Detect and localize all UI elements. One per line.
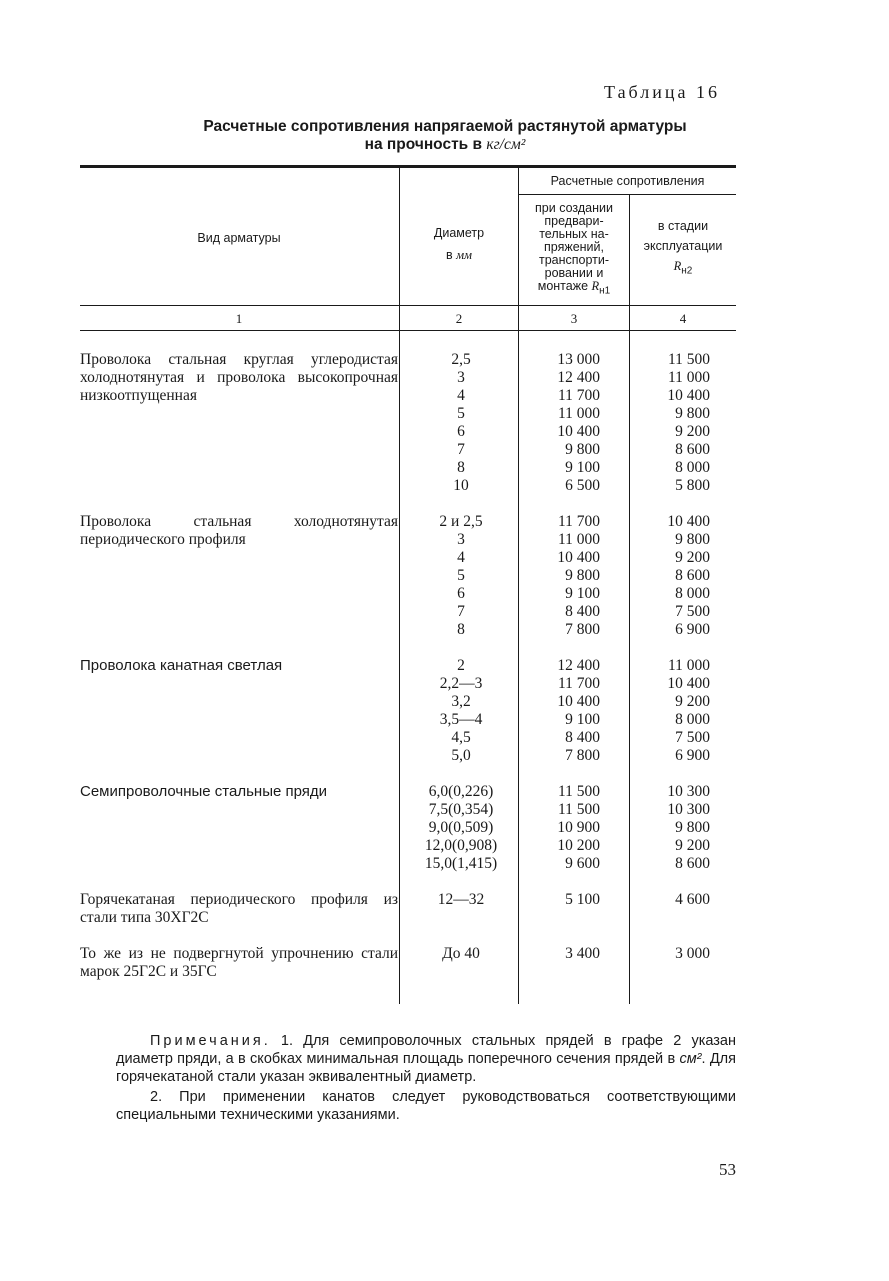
- table-number-label: Таблица 16: [604, 82, 720, 102]
- diameter-column: [402, 783, 520, 873]
- rn1-column: [540, 351, 600, 495]
- rn1-cell: 11 500: [557, 783, 600, 800]
- rn1-cell: 11 700: [557, 675, 600, 692]
- rn2-cell: 10 400: [667, 387, 710, 404]
- rn1-cell: 10 200: [557, 837, 600, 854]
- diameter-cell: 5: [457, 405, 465, 422]
- note-1: Примечания. 1. Для семипроволочных стальных прядей в графе 2 указан диаметр пряди, а в скобках минимальная площадь поперечного сечения прядей в см². Для горячекатаной стали указан эквивалентный диаметр.: [116, 1033, 736, 1085]
- rn2-cell: 9 200: [675, 693, 710, 710]
- number-row-rule: [80, 330, 736, 331]
- rn1-column: [540, 891, 600, 909]
- diameter-cell: 9,0(0,509): [428, 819, 494, 836]
- reinforcement-type: То же из не подвергнутой упрочнению стали марок 25Г2С и 35ГС: [80, 945, 398, 980]
- diameter-column: [402, 657, 520, 765]
- table-title: [100, 118, 790, 154]
- rn1-cell: 3 400: [565, 945, 600, 962]
- rn2-cell: 9 800: [675, 531, 710, 548]
- page-number: 53: [719, 1160, 736, 1179]
- rn1-cell: 5 100: [565, 891, 600, 908]
- rn1-column: [540, 783, 600, 873]
- rn2-cell: 8 000: [675, 459, 710, 476]
- rn2-cell: 7 500: [675, 603, 710, 620]
- reinforcement-type: Горячекатаная периодического профиля из стали типа 30ХГ2С: [80, 891, 398, 926]
- rn1-column: [540, 657, 600, 765]
- diameter-cell: 7: [457, 603, 465, 620]
- rn1-cell: 7 800: [565, 621, 600, 638]
- rn1-cell: 7 800: [565, 747, 600, 764]
- rn1-cell: 9 800: [565, 567, 600, 584]
- diameter-cell: 2,5: [451, 351, 471, 368]
- rn2-cell: 10 400: [667, 675, 710, 692]
- rn2-cell: 6 900: [675, 747, 710, 764]
- rn2-column: [648, 783, 710, 873]
- rn1-cell: 6 500: [565, 477, 600, 494]
- diameter-column: [402, 891, 520, 909]
- rn1-column: [540, 945, 600, 963]
- rn2-column: [648, 657, 710, 765]
- reinforcement-type: Проволока канатная светлая: [80, 657, 283, 674]
- diameter-cell: 4: [457, 549, 465, 566]
- diameter-cell: 15,0(1,415): [424, 855, 498, 872]
- diameter-cell: 2,2—3: [439, 675, 483, 692]
- diameter-cell: 6: [457, 585, 465, 602]
- header-col-type: Вид арматуры: [197, 231, 281, 245]
- rn2-cell: 8 000: [675, 711, 710, 728]
- rn1-cell: 9 800: [565, 441, 600, 458]
- rn1-cell: 11 700: [557, 513, 600, 530]
- diameter-cell: 7: [457, 441, 465, 458]
- diameter-cell: 3: [457, 369, 465, 386]
- rn1-cell: 11 500: [557, 801, 600, 818]
- diameter-column: [402, 513, 520, 639]
- rn2-cell: 8 600: [675, 567, 710, 584]
- rn1-cell: 12 400: [557, 369, 600, 386]
- reinforcement-type: Семипроволочные стальные пряди: [80, 783, 328, 800]
- group-header-rule: [518, 194, 736, 195]
- notes-label: Примечания.: [150, 1033, 271, 1049]
- diameter-cell: 3,5—4: [439, 711, 483, 728]
- diameter-cell: До 40: [442, 945, 480, 962]
- rn2-cell: 11 500: [667, 351, 710, 368]
- rn1-cell: 9 100: [565, 585, 600, 602]
- rn2-cell: 10 300: [667, 801, 710, 818]
- column-number-2: 2: [455, 311, 463, 326]
- column-number-3: 3: [570, 311, 578, 326]
- diameter-column: [402, 351, 520, 495]
- diameter-cell: 2 и 2,5: [439, 513, 483, 530]
- header-col-rn1: при создании предвари- тельных на- пряжений, транспорти- ровании и монтаже $R_{н1}$: [535, 201, 613, 297]
- diameter-cell: 8: [457, 621, 465, 638]
- rn1-cell: 9 100: [565, 711, 600, 728]
- table-notes: [116, 1032, 736, 1126]
- diameter-cell: 6: [457, 423, 465, 440]
- diameter-column: [402, 945, 520, 963]
- reinforcement-type: Проволока стальная холоднотянутая периодического профиля: [80, 513, 398, 548]
- title-unit: кг/см²: [486, 136, 526, 153]
- rn2-cell: 5 800: [675, 477, 710, 494]
- rn2-cell: 8 000: [675, 585, 710, 602]
- table-title-line1: Расчетные сопротивления напрягаемой растянутой арматуры: [203, 118, 687, 135]
- rn1-cell: 8 400: [565, 729, 600, 746]
- diameter-cell: 12—32: [437, 891, 485, 908]
- rn1-cell: 10 400: [557, 549, 600, 566]
- rn1-cell: 8 400: [565, 603, 600, 620]
- diameter-cell: 8: [457, 459, 465, 476]
- rn2-cell: 9 200: [675, 837, 710, 854]
- rn2-cell: 9 800: [675, 405, 710, 422]
- diameter-cell: 6,0(0,226): [428, 783, 494, 800]
- rn1-cell: 9 600: [565, 855, 600, 872]
- rn2-column: [648, 351, 710, 495]
- header-group-design-resistance: Расчетные сопротивления: [550, 174, 705, 188]
- rn1-cell: 9 100: [565, 459, 600, 476]
- rn1-cell: 11 000: [557, 531, 600, 548]
- diameter-cell: 2: [457, 657, 465, 674]
- header-col-diameter: Диаметр в мм: [433, 226, 485, 262]
- rn2-cell: 10 400: [667, 513, 710, 530]
- rn1-column: [540, 513, 600, 639]
- rn1-cell: 11 000: [557, 405, 600, 422]
- rn2-cell: 9 200: [675, 549, 710, 566]
- note-2: 2. При применении канатов следует руководствоваться соответствующими специальными техническими указаниями.: [116, 1089, 736, 1123]
- rn2-cell: 9 800: [675, 819, 710, 836]
- reinforcement-type: Проволока стальная круглая углеродистая холоднотянутая и проволока высокопрочная низкоотпущенная: [80, 351, 398, 404]
- diameter-cell: 7,5(0,354): [428, 801, 494, 818]
- rn1-cell: 10 400: [557, 693, 600, 710]
- diameter-cell: 5,0: [451, 747, 471, 764]
- table-title-line2: на прочность в кг/см²: [364, 136, 526, 153]
- col-divider-1: [399, 168, 400, 1004]
- rn2-column: [648, 891, 710, 909]
- diameter-cell: 3: [457, 531, 465, 548]
- diameter-cell: 4,5: [451, 729, 471, 746]
- rn2-column: [648, 513, 710, 639]
- table-top-rule: [80, 165, 736, 168]
- header-bottom-rule: [80, 305, 736, 306]
- rn2-cell: 4 600: [675, 891, 710, 908]
- diameter-cell: 5: [457, 567, 465, 584]
- diameter-cell: 3,2: [451, 693, 471, 710]
- rn1-cell: 10 900: [557, 819, 600, 836]
- rn1-cell: 13 000: [557, 351, 600, 368]
- rn2-cell: 3 000: [675, 945, 710, 962]
- rn1-cell: 12 400: [557, 657, 600, 674]
- header-col-rn2: в стадии эксплуатации $R_{н2}$: [643, 219, 723, 277]
- rn2-cell: 11 000: [667, 369, 710, 386]
- rn2-cell: 7 500: [675, 729, 710, 746]
- rn2-cell: 11 000: [667, 657, 710, 674]
- rn2-cell: 6 900: [675, 621, 710, 638]
- rn2-cell: 8 600: [675, 441, 710, 458]
- rn2-column: [648, 945, 710, 963]
- column-number-1: 1: [235, 311, 243, 326]
- diameter-cell: 4: [457, 387, 465, 404]
- diameter-cell: 12,0(0,908): [424, 837, 498, 854]
- rn2-cell: 9 200: [675, 423, 710, 440]
- rn1-cell: 11 700: [557, 387, 600, 404]
- rn1-cell: 10 400: [557, 423, 600, 440]
- diameter-cell: 10: [453, 477, 469, 494]
- rn2-cell: 8 600: [675, 855, 710, 872]
- column-number-4: 4: [679, 311, 687, 326]
- rn2-cell: 10 300: [667, 783, 710, 800]
